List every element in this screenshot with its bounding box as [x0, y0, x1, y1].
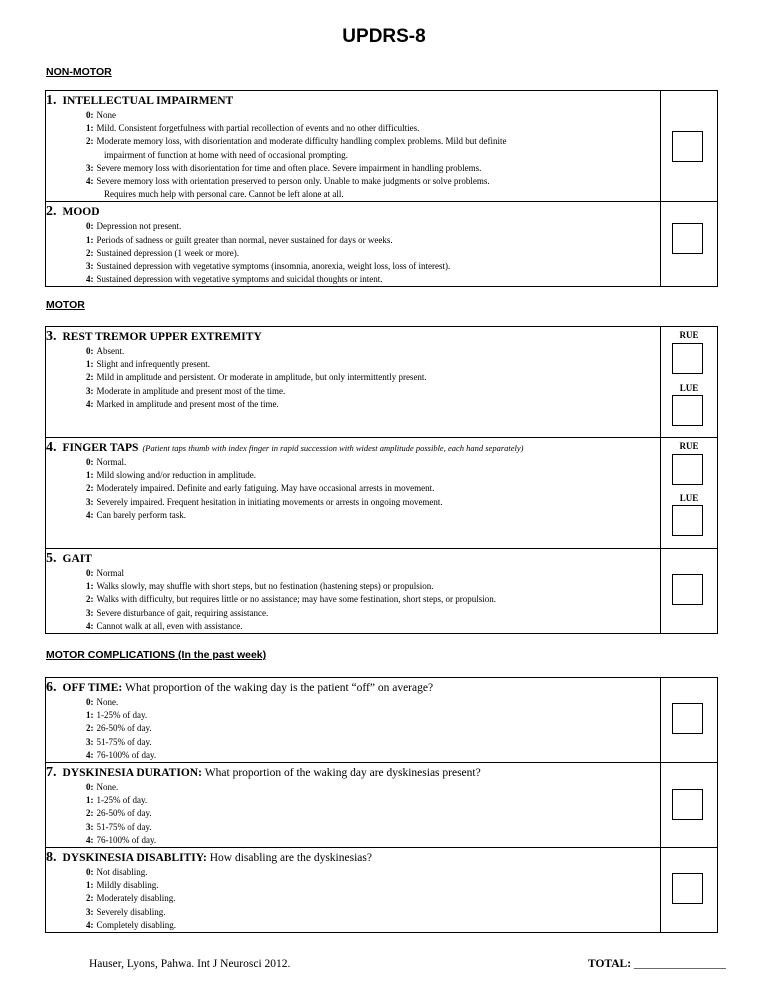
score-checkbox-item-8[interactable]: [672, 873, 703, 904]
option-text: Can barely perform task.: [96, 509, 186, 520]
option-text: Cannot walk at all, even with assistance.: [96, 620, 243, 631]
item-heading: [46, 850, 660, 866]
item-title: GAIT: [62, 553, 92, 565]
item-row-1: [46, 91, 718, 202]
item-4-score-cell: [661, 438, 718, 549]
item-question: What proportion of the waking day is the patient “off” on average?: [125, 682, 434, 694]
option-score: 4:: [86, 620, 94, 631]
option-text: None.: [96, 697, 119, 707]
score-checkbox-item-5[interactable]: [672, 574, 703, 605]
item-title: FINGER TAPS: [62, 442, 139, 454]
option-score: 3:: [86, 162, 94, 173]
item-row-5: [46, 549, 718, 634]
item-8-content: [46, 848, 661, 933]
option-score: 4:: [86, 274, 94, 285]
option-text: Completely disabling.: [96, 919, 176, 930]
option-i1-3: [46, 149, 660, 162]
item-7-content: [46, 763, 661, 848]
option-i5-0: [46, 567, 660, 580]
option-i2-1: [46, 234, 660, 247]
motor-table: [45, 326, 718, 634]
item-heading: [46, 93, 660, 109]
score-checkbox-item-4-rue[interactable]: [672, 454, 703, 485]
option-score: 3:: [86, 496, 94, 507]
option-score: 3:: [86, 261, 94, 272]
item-heading: [46, 329, 660, 345]
option-score: 2:: [86, 594, 94, 605]
item-title: MOOD: [62, 206, 100, 219]
option-text: None: [96, 110, 116, 120]
option-text: Severely impaired. Frequent hesitation in initiating movements or arrests in ongoing movement.: [96, 496, 443, 507]
option-score: 1:: [86, 123, 94, 134]
item-1-content: [46, 91, 661, 202]
item-1-score-cell: [661, 91, 718, 202]
page-title: UPDRS-8: [342, 26, 426, 47]
option-i8-0: [46, 866, 660, 879]
option-i8-3: [46, 906, 660, 919]
item-7-score-cell: [661, 763, 718, 848]
item-note: (Patient taps thumb with index finger in rapid succession with widest amplitude possible, each hand separately): [142, 443, 524, 453]
option-i1-2: [46, 135, 660, 148]
options-list: [46, 220, 660, 286]
option-i4-1: [46, 469, 660, 482]
option-score: 2:: [86, 372, 94, 383]
item-5-content: [46, 549, 661, 634]
option-text: Marked in amplitude and present most of the time.: [96, 398, 279, 409]
option-i7-3: [46, 821, 660, 834]
rue-label: RUE: [679, 330, 699, 340]
option-score: 2:: [86, 136, 94, 147]
option-text: impairment of function at home with need of occasional prompting.: [104, 149, 348, 160]
option-text: 1-25% of day.: [96, 710, 148, 721]
option-i6-1: [46, 709, 660, 722]
item-4-content: [46, 438, 661, 549]
option-i8-1: [46, 879, 660, 892]
item-number: 7.: [46, 765, 57, 781]
option-score: 0:: [86, 568, 94, 578]
item-8-score-cell: [661, 848, 718, 933]
item-number: 4.: [46, 440, 57, 455]
option-i5-4: [46, 620, 660, 633]
citation: Hauser, Lyons, Pahwa. Int J Neurosci 2012.: [89, 958, 291, 970]
option-score: 0:: [86, 867, 94, 878]
score-checkbox-item-1[interactable]: [672, 131, 703, 162]
option-score: 3:: [86, 607, 94, 618]
option-score: 0:: [86, 697, 94, 707]
item-row-8: [46, 848, 718, 933]
item-row-3: [46, 327, 718, 438]
option-text: Walks slowly, may shuffle with short steps, but no festination (hastening steps) or propulsion.: [96, 581, 434, 592]
item-number: 5.: [46, 551, 57, 566]
option-text: 51-75% of day.: [96, 736, 152, 747]
option-score: 2:: [86, 808, 94, 819]
option-text: Severe disturbance of gait, requiring assistance.: [96, 607, 269, 618]
options-list: [46, 456, 660, 522]
option-text: 51-75% of day.: [96, 821, 152, 832]
item-3-content: [46, 327, 661, 438]
option-i8-2: [46, 892, 660, 905]
option-text: Depression not present.: [96, 221, 182, 232]
item-title: OFF TIME:: [62, 682, 123, 694]
total-input-line[interactable]: ________________: [633, 958, 726, 970]
option-i2-2: [46, 247, 660, 260]
item-number: 8.: [46, 850, 57, 866]
option-score: 0:: [86, 457, 94, 467]
item-heading: [46, 440, 660, 456]
option-i6-0: [46, 696, 660, 709]
option-text: Walks with difficulty, but requires little or no assistance; may have some festination, short steps, or propulsion.: [96, 594, 496, 605]
option-i1-5: [46, 175, 660, 188]
item-number: 6.: [46, 680, 57, 695]
option-i1-6: [46, 188, 660, 201]
option-i3-0: [46, 345, 660, 358]
option-score: 1:: [86, 880, 94, 891]
option-i7-2: [46, 807, 660, 820]
option-score: 3:: [86, 736, 94, 747]
options-list: [46, 866, 660, 932]
option-i1-4: [46, 162, 660, 175]
item-title: DYSKINESIA DURATION:: [62, 767, 202, 780]
option-text: Moderately impaired. Definite and early fatiguing. May have occasional arrests in movement.: [96, 483, 435, 494]
option-text: None.: [96, 782, 119, 793]
total-field: [588, 958, 726, 970]
option-i5-1: [46, 580, 660, 593]
section-motor-complications: MOTOR COMPLICATIONS (In the past week): [46, 649, 267, 661]
option-i6-3: [46, 736, 660, 749]
option-text: Mildly disabling.: [96, 880, 159, 891]
non-motor-table: [45, 90, 718, 287]
item-number: 1.: [46, 93, 57, 108]
option-score: 4:: [86, 749, 94, 760]
option-i7-0: [46, 781, 660, 794]
option-text: Severely disabling.: [96, 906, 166, 917]
option-i7-4: [46, 834, 660, 847]
option-score: 4:: [86, 919, 94, 930]
item-number: 2.: [46, 204, 57, 220]
item-title: REST TREMOR UPPER EXTREMITY: [62, 331, 262, 343]
item-row-7: [46, 763, 718, 848]
option-text: Sustained depression with vegetative symptoms (insomnia, anorexia, weight loss, loss of interest).: [96, 261, 451, 272]
section-non-motor: NON-MOTOR: [46, 66, 112, 78]
option-score: 1:: [86, 710, 94, 721]
option-score: 1:: [86, 359, 94, 370]
item-2-score-cell: [661, 202, 718, 287]
item-row-4: [46, 438, 718, 549]
option-text: Mild slowing and/or reduction in amplitude.: [96, 470, 256, 481]
option-i3-3: [46, 385, 660, 398]
options-list: [46, 696, 660, 762]
item-row-6: [46, 678, 718, 763]
option-text: 26-50% of day.: [96, 723, 152, 734]
option-score: 2:: [86, 483, 94, 494]
option-text: Severe memory loss with disorientation for time and often place. Severe impairment in handling problems.: [96, 162, 482, 173]
lue-label: LUE: [679, 493, 699, 503]
section-motor: MOTOR: [46, 299, 85, 311]
option-text: Slight and infrequently present.: [96, 359, 210, 370]
motor-complications-table: [45, 677, 718, 933]
item-6-score-cell: [661, 678, 718, 763]
options-list: [46, 567, 660, 633]
option-text: Moderate memory loss, with disorientation and moderate difficulty handling complex problems. Mild but definite: [96, 136, 507, 147]
option-text: Moderately disabling.: [96, 893, 176, 904]
option-i2-0: [46, 220, 660, 233]
option-score: 1:: [86, 234, 94, 245]
options-list: [46, 345, 660, 411]
option-i4-2: [46, 482, 660, 495]
option-score: 2:: [86, 893, 94, 904]
option-i5-3: [46, 607, 660, 620]
option-i2-4: [46, 273, 660, 286]
item-question: How disabling are the dyskinesias?: [209, 852, 372, 865]
option-text: Sustained depression with vegetative symptoms and suicidal thoughts or intent.: [96, 274, 383, 285]
option-score: 3:: [86, 821, 94, 832]
option-i3-2: [46, 371, 660, 384]
option-i6-4: [46, 749, 660, 762]
option-score: 0:: [86, 221, 94, 232]
option-score: 2:: [86, 247, 94, 258]
option-score: 4:: [86, 398, 94, 409]
item-row-2: [46, 202, 718, 287]
score-checkbox-item-6[interactable]: [672, 703, 703, 734]
option-score: 3:: [86, 906, 94, 917]
option-i1-1: [46, 122, 660, 135]
option-score: 1:: [86, 470, 94, 481]
option-score: 0:: [86, 782, 94, 793]
item-number: 3.: [46, 329, 57, 344]
option-i4-0: [46, 456, 660, 469]
option-score: 1:: [86, 581, 94, 592]
score-checkbox-item-3-lue[interactable]: [672, 395, 703, 426]
option-i4-4: [46, 509, 660, 522]
rue-label: RUE: [679, 441, 699, 451]
option-text: 76-100% of day.: [96, 749, 157, 760]
option-i5-2: [46, 593, 660, 606]
option-i2-3: [46, 260, 660, 273]
option-text: Requires much help with personal care. Cannot be left alone at all.: [104, 189, 344, 200]
item-question: What proportion of the waking day are dyskinesias present?: [204, 767, 481, 780]
item-heading: [46, 680, 660, 696]
option-i7-1: [46, 794, 660, 807]
option-score: 4:: [86, 176, 94, 187]
option-i6-2: [46, 722, 660, 735]
lue-label: LUE: [679, 383, 699, 393]
item-3-score-cell: [661, 327, 718, 438]
total-label: TOTAL:: [588, 958, 632, 970]
option-text: 76-100% of day.: [96, 834, 157, 845]
option-text: Moderate in amplitude and present most of the time.: [96, 385, 286, 396]
score-checkbox-item-4-lue[interactable]: [672, 505, 703, 536]
option-text: 1-25% of day.: [96, 795, 148, 806]
option-i1-0: [46, 109, 660, 122]
option-text: Not disabling.: [96, 867, 148, 878]
option-i3-1: [46, 358, 660, 371]
option-text: 26-50% of day.: [96, 808, 152, 819]
option-score: 3:: [86, 385, 94, 396]
option-score: 2:: [86, 723, 94, 734]
score-checkbox-item-7[interactable]: [672, 789, 703, 820]
option-score: 4:: [86, 834, 94, 845]
item-2-content: [46, 202, 661, 287]
item-title: INTELLECTUAL IMPAIRMENT: [62, 95, 234, 107]
item-heading: [46, 551, 660, 567]
item-5-score-cell: [661, 549, 718, 634]
option-text: Periods of sadness or guilt greater than normal, never sustained for days or weeks.: [96, 234, 393, 245]
option-text: Severe memory loss with orientation preserved to person only. Unable to make judgments or solve problems.: [96, 176, 490, 187]
option-score: 0:: [86, 110, 94, 120]
option-score: 0:: [86, 346, 94, 356]
options-list: [46, 109, 660, 201]
option-i8-4: [46, 919, 660, 932]
item-6-content: [46, 678, 661, 763]
option-text: Mild. Consistent forgetfulness with partial recollection of events and no other difficulties.: [96, 123, 420, 134]
option-text: Sustained depression (1 week or more).: [96, 247, 239, 258]
options-list: [46, 781, 660, 847]
option-text: Normal.: [96, 457, 127, 467]
score-checkbox-item-3-rue[interactable]: [672, 343, 703, 374]
item-heading: [46, 204, 660, 220]
score-checkbox-item-2[interactable]: [672, 223, 703, 254]
option-text: Mild in amplitude and persistent. Or moderate in amplitude, but only intermittently present.: [96, 372, 427, 383]
option-score: 4:: [86, 509, 94, 520]
option-text: Absent.: [96, 346, 125, 356]
option-i3-4: [46, 398, 660, 411]
item-title: DYSKINESIA DISABLITIY:: [62, 852, 207, 865]
option-text: Normal: [96, 568, 124, 578]
option-score: 1:: [86, 795, 94, 806]
option-i4-3: [46, 496, 660, 509]
item-heading: [46, 765, 660, 781]
